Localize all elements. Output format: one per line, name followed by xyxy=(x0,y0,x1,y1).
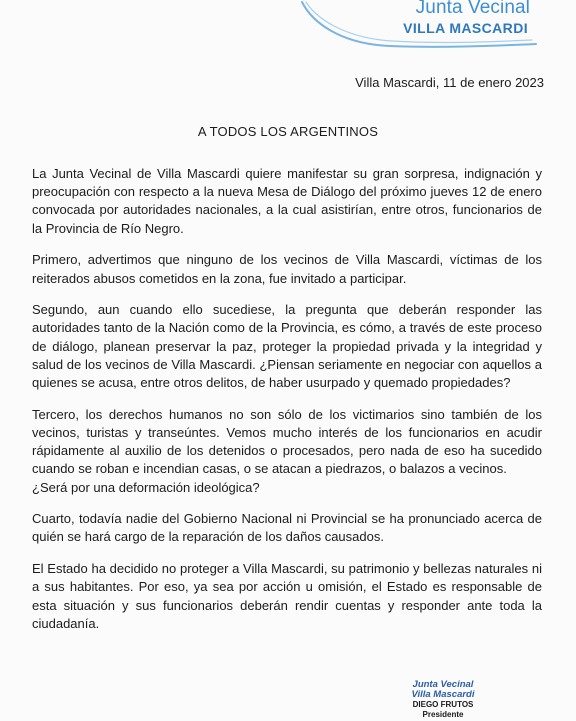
letterhead-logo xyxy=(300,0,540,52)
paragraph-second: Segundo, aun cuando ello sucediese, la pregunta que deberán responder las autoridades tanto de la Nación como de la Provincia, es cómo, a través de este proceso de diálogo, planean preservar la paz, proteger la propiedad privada y la integridad y salud de los vecinos de Villa Mascardi. ¿Piensan seriamente en negociar con aquellos a quienes se acusa, entre otros delitos, de haber usurpado y quemado propiedades? xyxy=(32,302,542,391)
paragraph-first: Primero, advertimos que ninguno de los vecinos de Villa Mascardi, víctimas de los reiterados abusos cometidos en la zona, fue invitado a participar. xyxy=(32,252,542,286)
signature-role: Presidente xyxy=(422,710,464,719)
signature-name: DIEGO FRUTOS xyxy=(412,700,474,709)
signature-org-line1: Junta Vecinal xyxy=(412,679,474,690)
signature-stamp xyxy=(395,680,491,720)
paragraph-intro: La Junta Vecinal de Villa Mascardi quiere manifestar su gran sorpresa, indignación y preocupación con respecto a la nueva Mesa de Diálogo del próximo jueves 12 de enero convocada por autoridades nacionales, a la cual asistirían, entre otros, funcionarios de la Provincia de Río Negro. xyxy=(32,166,542,236)
letter-body xyxy=(32,165,542,646)
letterhead-title: Junta Vecinal xyxy=(415,0,530,18)
paragraph-third-question: ¿Será por una deformación ideológica? xyxy=(32,479,260,495)
paragraph-closing: El Estado ha decidido no proteger a Villa Mascardi, su patrimonio y bellezas naturales ni a sus habitantes. Por eso, ya sea por acción u omisión, el Estado es responsable de esta situación y sus funcionarios deberán rendir cuentas y responder ante toda la ciudadanía. xyxy=(32,561,542,631)
paragraph-third-text: Tercero, los derechos humanos no son sólo de los victimarios sino también de los vecinos, turistas y transeúntes. Vemos mucho interés de los funcionarios en acudir rápidamente al auxilio de los detenidos o procesados, pero nada de eso ha sucedido cuando se roban e incendian casas, o se atacan a piedrazos, o balazos a vecinos. xyxy=(32,406,542,477)
paragraph-fourth: Cuarto, todavía nadie del Gobierno Nacional ni Provincial se ha pronunciado acerca de quién se hará cargo de la reparación de los daños causados. xyxy=(32,511,542,545)
letter-heading: A TODOS LOS ARGENTINOS xyxy=(197,124,379,139)
signature-org-line2: Villa Mascardi xyxy=(411,689,475,700)
letter-date: Villa Mascardi, 11 de enero 2023 xyxy=(355,75,544,90)
paragraph-third xyxy=(32,406,542,497)
letterhead-subtitle: VILLA MASCARDI xyxy=(403,20,528,36)
